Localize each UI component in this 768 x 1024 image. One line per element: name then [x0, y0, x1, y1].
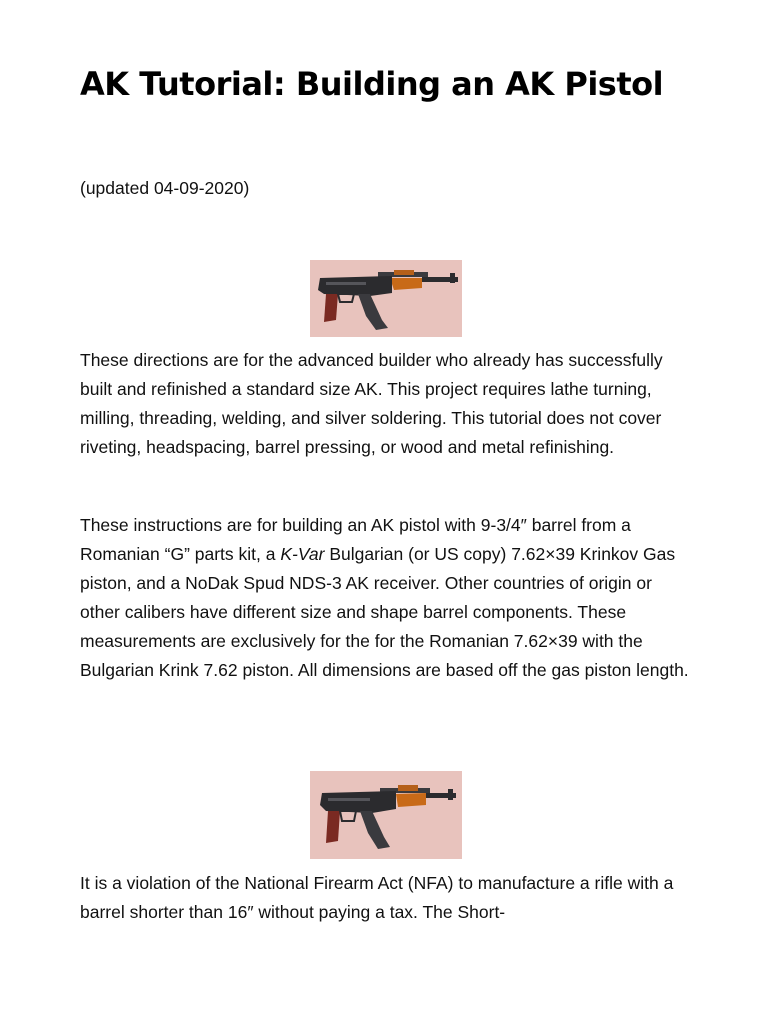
instructions-paragraph	[80, 511, 692, 685]
kvar-emphasis: K-Var	[280, 544, 325, 564]
ak-pistol-photo-bottom	[310, 771, 462, 859]
page-title: AK Tutorial: Building an AK Pistol	[80, 65, 664, 103]
intro-paragraph: These directions are for the advanced builder who already has successfully built and refinished a standard size AK. This project requires lathe turning, milling, threading, welding, and silver soldering. This tutorial does not cover riveting, headspacing, barrel pressing, or wood and metal refinishing.	[80, 350, 663, 457]
ak-pistol-photo-top	[310, 260, 462, 337]
nfa-paragraph: It is a violation of the National Firearm Act (NFA) to manufacture a rifle with a barrel shorter than 16″ without paying a tax. The Short-	[80, 873, 674, 922]
instructions-text-end: Bulgarian (or US copy) 7.62×39 Krinkov Gas piston, and a NoDak Spud NDS-3 AK receiver. Other countries of origin or other calibers have different size and shape barrel components. These measurements are exclusively for the for the Romanian 7.62×39 with the Bulgarian Krink 7.62 piston. All dimensions are based off the gas piston length.	[80, 544, 689, 680]
instructions-text-start: These instructions are for building an AK pistol with 9-3/4″ barrel from a Romanian “G” parts kit, a	[80, 515, 631, 564]
updated-date: (updated 04-09-2020)	[80, 178, 250, 198]
